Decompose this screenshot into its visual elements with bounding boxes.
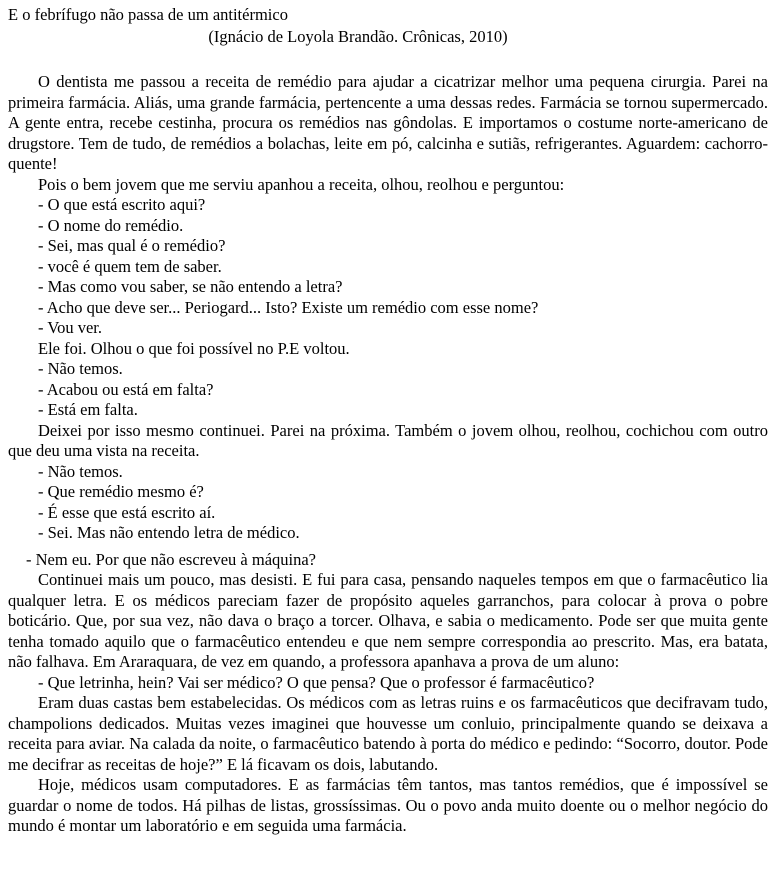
paragraph: Hoje, médicos usam computadores. E as farmácias têm tantos, mas tantos remédios, que é impossível se guardar o nome de todos. Há pilhas de listas, grossíssimas. Ou o povo anda muito doente ou o melhor negócio do mundo é montar um laboratório e em seguida uma farmácia.: [8, 775, 768, 835]
epigraph-line: E o febrífugo não passa de um antitérmico: [8, 5, 288, 24]
dialogue-line: - O que está escrito aqui?: [38, 195, 206, 214]
dialogue-line: Ele foi. Olhou o que foi possível no P.E voltou.: [38, 338, 350, 358]
paragraph: O dentista me passou a receita de remédio para ajudar a cicatrizar melhor uma pequena cirurgia. Parei na primeira farmácia. Aliás, uma grande farmácia, pertencente a uma dessas redes. Farmácia se tornou supermercado. A gente entra, recebe cestinha, procura os remédios nas gôndolas. E importamos o costume norte-americano de drugstore. Tem de tudo, de remédios a bolachas, leite em pó, calcinha e sutiãs, refrigerantes. Aguardem: cachorro-quente!: [8, 72, 768, 173]
paragraph: Pois o bem jovem que me serviu apanhou a receita, olhou, reolhou e perguntou:: [38, 174, 565, 194]
document-body: [8, 72, 768, 837]
dialogue-line: - O nome do remédio.: [38, 215, 184, 235]
dialogue-line: - você é quem tem de saber.: [38, 256, 222, 276]
dialogue-line: - Acabou ou está em falta?: [38, 379, 214, 399]
dialogue-line: - Não temos.: [38, 359, 123, 378]
dialogue-line: - Vou ver.: [38, 318, 103, 337]
dialogue-line: - É esse que está escrito aí.: [38, 502, 216, 522]
dialogue-line: - Não temos.: [38, 461, 123, 481]
dialogue-line: - Sei. Mas não entendo letra de médico.: [38, 523, 300, 542]
paragraph: Deixei por isso mesmo continuei. Parei na próxima. Também o jovem olhou, reolhou, cochichou com outro que deu uma vista na receita.: [8, 420, 768, 460]
dialogue-line: - Mas como vou saber, se não entendo a letra?: [38, 277, 343, 296]
dialogue-line: - Sei, mas qual é o remédio?: [38, 236, 226, 255]
dialogue-line: - Nem eu. Por que não escreveu à máquina?: [26, 549, 317, 569]
paragraph: Eram duas castas bem estabelecidas. Os médicos com as letras ruins e os farmacêuticos que decifravam tudo, champolions dedicados. Muitas vezes imaginei que houvesse um conluio, principalmente quando se deixava a receita para aviar. Na calada da noite, o farmacêutico batendo à porta do médico e pedindo: “Socorro, doutor. Pode me decifrar as receitas de hoje?” E lá ficavam os dois, labutando.: [8, 693, 768, 774]
paragraph: Continuei mais um pouco, mas desisti. E fui para casa, pensando naqueles tempos em que o farmacêutico lia qualquer letra. E os médicos pareciam fazer de propósito aqueles garranchos, para colocar à prova o pobre boticário. Que, por sua vez, não dava o braço a torcer. Olhava, e sabia o medicamento. Pode ser que muita gente tenha tomado aquilo que o farmacêutico entendeu e que nem sempre correspondia ao prescrito. Mas, era batata, não falhava. Em Araraquara, de vez em quando, a professora apanhava a prova de um aluno:: [8, 570, 768, 671]
dialogue-line: - Acho que deve ser... Periogard... Isto? Existe um remédio com esse nome?: [38, 297, 539, 317]
dialogue-line: - Que remédio mesmo é?: [38, 482, 204, 501]
dialogue-line: - Que letrinha, hein? Vai ser médico? O que pensa? Que o professor é farmacêutico?: [38, 672, 595, 692]
attribution-line: (Ignácio de Loyola Brandão. Crônicas, 2010): [208, 27, 508, 46]
dialogue-line: - Está em falta.: [38, 400, 138, 419]
